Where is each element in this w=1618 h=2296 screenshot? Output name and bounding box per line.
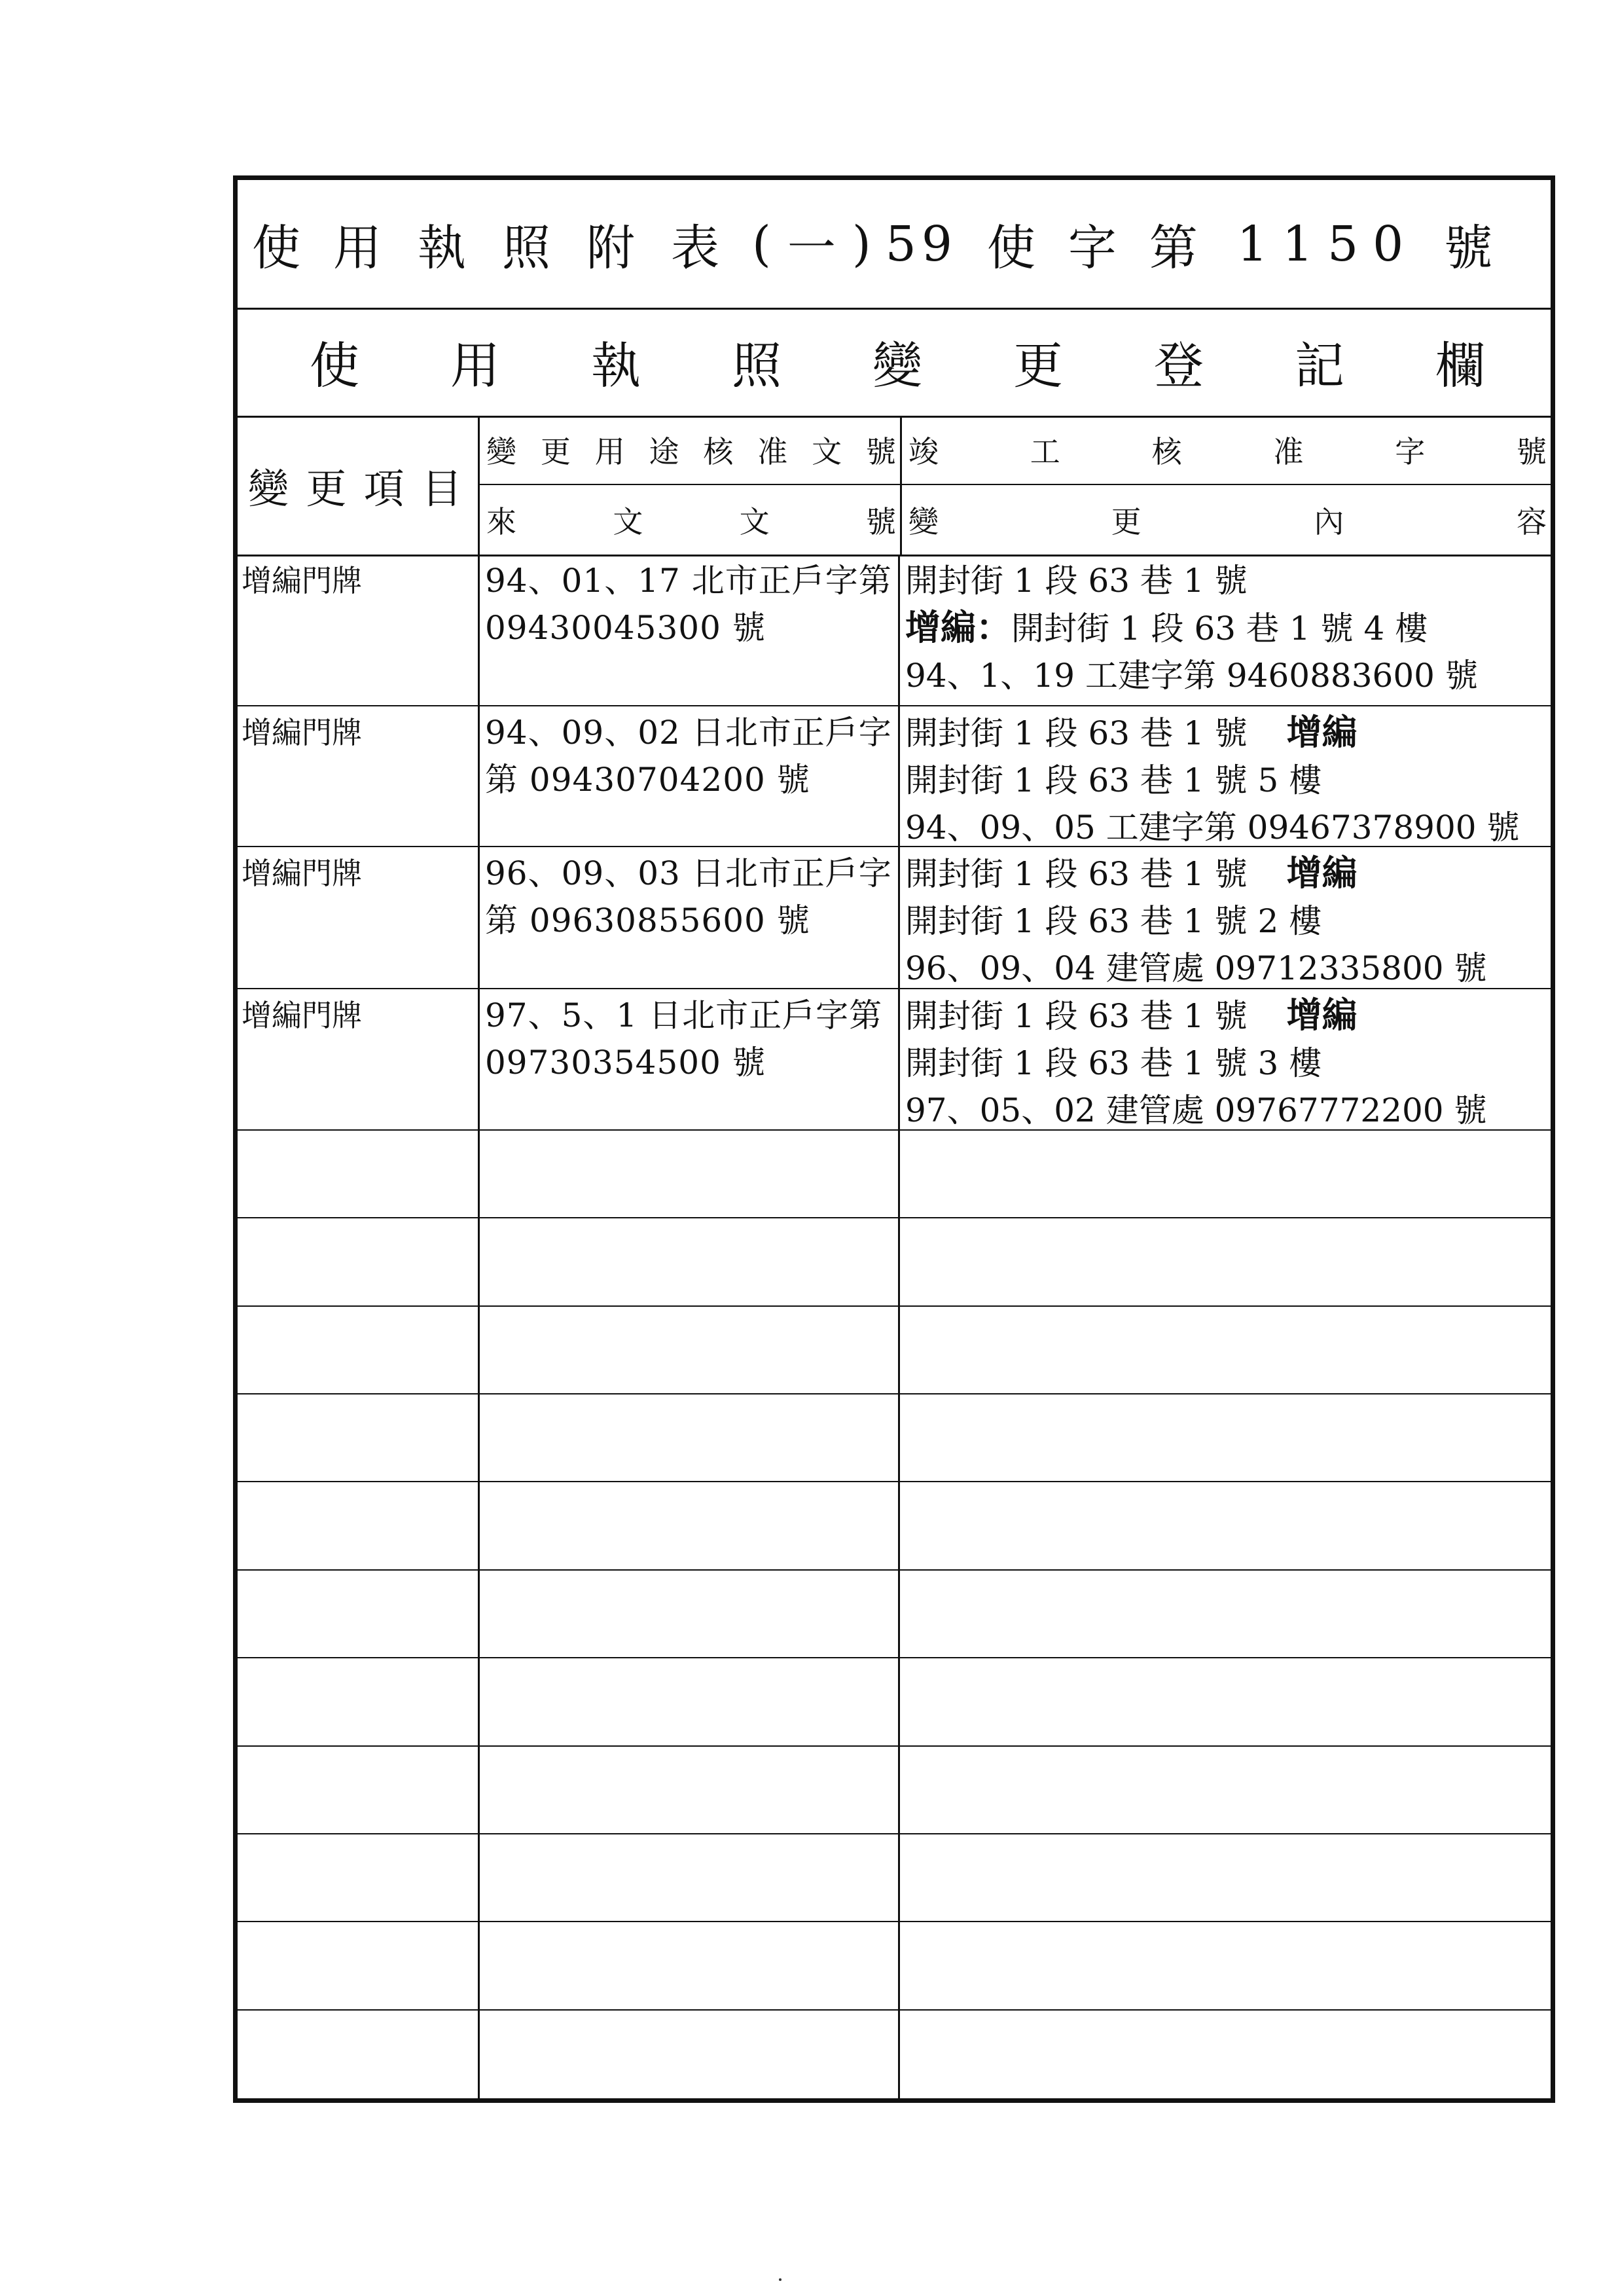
table-body	[238, 555, 1551, 2098]
table-row	[238, 555, 1551, 706]
change-item	[238, 1307, 480, 1393]
empty-row	[238, 1394, 1551, 1482]
incoming-doc-number	[480, 555, 900, 705]
header-completion-char: 准	[1273, 434, 1304, 469]
change-content	[900, 1922, 1551, 2009]
header-completion-char: 號	[1516, 434, 1547, 469]
change-content	[900, 1571, 1551, 1657]
change-item	[238, 1482, 480, 1569]
title-char: 號	[1444, 219, 1493, 276]
header-approval-char: 號	[865, 434, 896, 469]
change-content	[900, 1482, 1551, 1569]
register-char: 記	[1295, 337, 1344, 395]
table-row	[238, 847, 1551, 989]
change-content	[900, 2011, 1551, 2098]
table-row	[238, 989, 1551, 1131]
title-char: )	[852, 215, 871, 272]
header-completion-approval-number	[900, 416, 1551, 485]
change-item: 增編門牌	[238, 555, 480, 705]
content-text: 開封街 1 段 63 巷 1 號 3 樓	[905, 1044, 1322, 1082]
header-approval-char: 准	[757, 434, 788, 469]
change-item	[238, 1394, 480, 1481]
empty-row	[238, 1131, 1551, 1218]
header-approval-doc-number	[480, 416, 900, 485]
doc-line: 第 09430704200 號	[485, 761, 810, 799]
change-content	[900, 555, 1551, 705]
empty-row	[238, 1834, 1551, 1922]
header-item-char: 變	[248, 464, 289, 513]
empty-row	[238, 1658, 1551, 1746]
register-heading	[238, 308, 1551, 418]
change-item	[238, 1131, 480, 1217]
content-line	[905, 804, 1551, 851]
header-content-char: 內	[1314, 504, 1344, 539]
content-text: 開封街 1 段 63 巷 1 號	[905, 997, 1248, 1035]
change-content	[900, 847, 1551, 988]
title-char: 執	[418, 219, 466, 276]
title-char: 用	[333, 219, 382, 276]
header-approval-char: 變	[486, 434, 516, 469]
title-char: 照	[502, 219, 550, 276]
content-line	[905, 557, 1551, 604]
header-item-char: 目	[421, 464, 462, 513]
incoming-doc-number	[480, 1834, 900, 1921]
change-item: 增編門牌	[238, 706, 480, 846]
change-content	[900, 1834, 1551, 1921]
change-item	[238, 1922, 480, 2009]
title-char: (	[752, 215, 771, 272]
header-approval-char: 文	[812, 434, 842, 469]
empty-row	[238, 1482, 1551, 1570]
header-content-char: 更	[1111, 504, 1142, 539]
content-line	[905, 709, 1551, 757]
content-text: 開封街 1 段 63 巷 1 號	[905, 714, 1248, 752]
change-content	[900, 989, 1551, 1129]
title-char: 1150	[1236, 215, 1418, 272]
change-item	[238, 1747, 480, 1833]
register-char: 執	[591, 337, 641, 395]
change-item	[238, 1571, 480, 1657]
incoming-doc-number	[480, 1658, 900, 1745]
empty-row	[238, 1922, 1551, 2010]
empty-row	[238, 1218, 1551, 1306]
header-approval-char: 核	[703, 434, 734, 469]
content-line	[905, 992, 1551, 1040]
header-approval-char: 途	[649, 434, 679, 469]
register-char: 使	[310, 337, 359, 395]
register-char: 變	[872, 337, 922, 395]
empty-row	[238, 1571, 1551, 1658]
change-content	[900, 1658, 1551, 1745]
header-incoming-char: 來	[486, 504, 516, 539]
change-item: 增編門牌	[238, 989, 480, 1129]
content-line	[905, 1087, 1551, 1134]
empty-row	[238, 1307, 1551, 1394]
incoming-doc-number	[480, 1394, 900, 1481]
incoming-doc-number	[480, 1131, 900, 1217]
table-header	[238, 416, 1551, 556]
header-approval-char: 更	[540, 434, 571, 469]
content-text: 開封街 1 段 63 巷 1 號 4 樓	[1011, 610, 1428, 647]
change-content	[900, 1131, 1551, 1217]
doc-line: 09730354500 號	[485, 1044, 766, 1082]
doc-line: 第 09630855600 號	[485, 902, 810, 939]
header-completion-char: 核	[1151, 434, 1182, 469]
incoming-doc-number	[480, 1747, 900, 1833]
doc-line: 94、09、02 日北市正戶字	[485, 714, 892, 752]
doc-line: 94、01、17 北市正戶字第	[485, 562, 892, 600]
added-label: 增編	[1286, 712, 1357, 753]
incoming-doc-number	[480, 847, 900, 988]
header-content-char: 變	[908, 504, 939, 539]
change-content	[900, 1218, 1551, 1305]
title-char: 第	[1149, 219, 1198, 276]
title-char: 使	[986, 219, 1035, 276]
empty-row	[238, 2011, 1551, 2098]
header-approval-char: 用	[594, 434, 625, 469]
register-char: 欄	[1435, 337, 1485, 395]
header-completion-char: 竣	[908, 434, 939, 469]
register-char: 用	[450, 337, 500, 395]
change-content	[900, 1307, 1551, 1393]
change-item	[238, 1658, 480, 1745]
doc-line: 09430045300 號	[485, 609, 766, 647]
content-text: 94、09、05 工建字第 09467378900 號	[905, 809, 1520, 847]
header-completion-char: 字	[1395, 434, 1426, 469]
usage-license-form	[233, 175, 1555, 2103]
table-row	[238, 706, 1551, 847]
added-label: 增編：	[905, 607, 1011, 648]
content-line	[905, 850, 1551, 898]
content-text: 96、09、04 建管處 09712335800 號	[905, 949, 1487, 987]
content-line	[905, 652, 1551, 699]
added-label: 增編	[1286, 852, 1357, 894]
incoming-doc-number	[480, 989, 900, 1129]
change-content	[900, 1394, 1551, 1481]
change-item	[238, 1218, 480, 1305]
header-incoming-char: 號	[865, 504, 896, 539]
incoming-doc-number	[480, 706, 900, 846]
title-char: 59	[885, 215, 958, 272]
content-line	[905, 898, 1551, 945]
header-completion-char: 工	[1030, 434, 1060, 469]
content-line	[905, 945, 1551, 992]
empty-row	[238, 1747, 1551, 1834]
incoming-doc-number	[480, 1571, 900, 1657]
incoming-doc-number	[480, 1307, 900, 1393]
header-item-char: 項	[363, 464, 404, 513]
change-item	[238, 2011, 480, 2098]
title-char: 附	[586, 219, 635, 276]
title-char: 一	[787, 219, 836, 276]
title-char: 表	[671, 219, 719, 276]
content-line	[905, 1040, 1551, 1087]
title-char: 使	[252, 219, 300, 276]
incoming-doc-number	[480, 1482, 900, 1569]
scan-speck	[779, 2278, 782, 2281]
register-char: 照	[732, 337, 782, 395]
header-item-char: 更	[306, 464, 347, 513]
content-text: 開封街 1 段 63 巷 1 號	[905, 855, 1248, 893]
change-content	[900, 706, 1551, 846]
header-content-char: 容	[1516, 504, 1547, 539]
register-char: 登	[1154, 337, 1204, 395]
content-text: 97、05、02 建管處 09767772200 號	[905, 1091, 1487, 1129]
incoming-doc-number	[480, 1218, 900, 1305]
incoming-doc-number	[480, 1922, 900, 2009]
content-line	[905, 604, 1551, 652]
register-char: 更	[1013, 337, 1063, 395]
content-line	[905, 757, 1551, 804]
doc-line: 96、09、03 日北市正戶字	[485, 854, 892, 892]
incoming-doc-number	[480, 2011, 900, 2098]
content-text: 開封街 1 段 63 巷 1 號 5 樓	[905, 761, 1322, 799]
change-content	[900, 1747, 1551, 1833]
header-change-item	[238, 416, 480, 555]
content-text: 開封街 1 段 63 巷 1 號 2 樓	[905, 902, 1322, 940]
title-char: 字	[1068, 219, 1117, 276]
content-text: 開封街 1 段 63 巷 1 號	[905, 562, 1248, 600]
content-text: 94、1、19 工建字第 9460883600 號	[905, 657, 1478, 695]
header-incoming-char: 文	[739, 504, 770, 539]
form-title	[238, 180, 1551, 310]
header-incoming-char: 文	[613, 504, 643, 539]
change-item	[238, 1834, 480, 1921]
header-incoming-doc-number	[480, 485, 900, 555]
doc-line: 97、5、1 日北市正戶字第	[485, 996, 883, 1034]
header-change-content	[900, 485, 1551, 555]
change-item: 增編門牌	[238, 847, 480, 988]
added-label: 增編	[1286, 994, 1357, 1036]
